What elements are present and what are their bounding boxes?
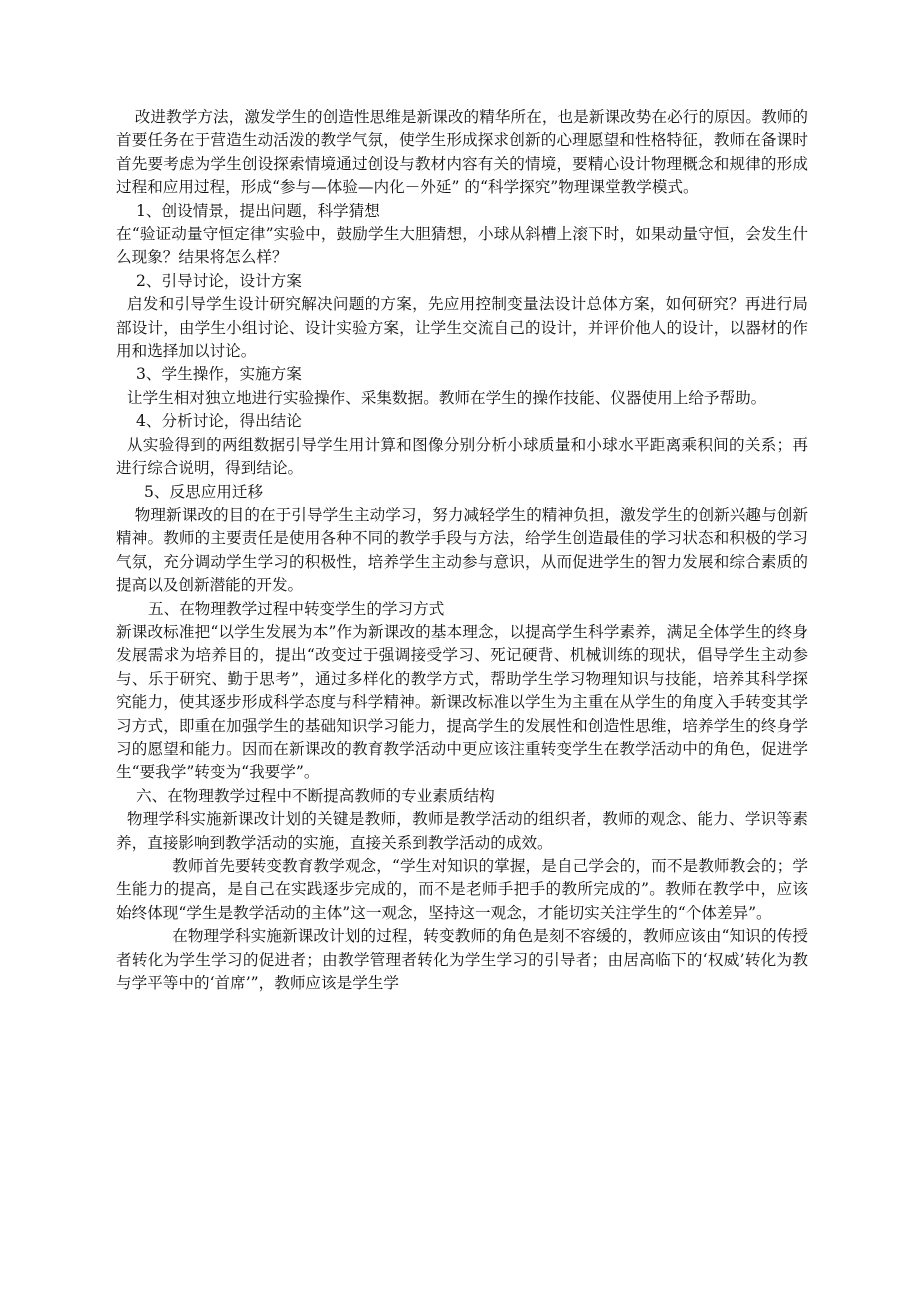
heading-section-6: 六、在物理教学过程中不断提高教师的专业素质结构 bbox=[136, 786, 495, 805]
heading-step-4: 4、分析讨论，得出结论 bbox=[136, 412, 302, 431]
document-page bbox=[116, 106, 808, 995]
paragraph-step-4: 从实验得到的两组数据引导学生用计算和图像分别分析小球质量和小球水平距离乘积间的关系；再进行综合说明，得到结论。 bbox=[116, 435, 808, 478]
paragraph-section-6-c: 在物理学科实施新课改计划的过程，转变教师的角色是刻不容缓的，教师应该由“知识的传授者转化为学生学习的促进者；由教学管理者转化为学生学习的引导者；由居高临下的‘权威’转化为教与学平等中的‘首席’”，教师应该是学生学 bbox=[116, 927, 808, 993]
heading-step-2: 2、引导讨论，设计方案 bbox=[136, 271, 302, 290]
paragraph-step-3: 让学生相对独立地进行实验操作、采集数据。教师在学生的操作技能、仪器使用上给予帮助。 bbox=[126, 388, 767, 407]
paragraph-section-6-a: 物理学科实施新课改计划的关键是教师，教师是教学活动的组织者，教师的观念、能力、学识等素养，直接影响到教学活动的实施，直接关系到教学活动的成效。 bbox=[116, 810, 808, 852]
heading-step-3: 3、学生操作，实施方案 bbox=[136, 365, 302, 384]
paragraph-intro: 改进教学方法，激发学生的创造性思维是新课改的精华所在，也是新课改势在必行的原因。教师的首要任务在于营造生动活泼的教学气氛，使学生形成探求创新的心理愿望和性格特征，教师在备课时首先要考虑为学生创设探索情境通过创设与教材内容有关的情境，要精心设计物理概念和规律的形成过程和应用过程，形成“参与—体验—内化－外延” 的“科学探究”物理课堂教学模式。 bbox=[116, 108, 808, 197]
heading-step-1: 1、创设情景，提出问题，科学猜想 bbox=[136, 201, 380, 220]
paragraph-step-5: 物理新课改的目的在于引导学生主动学习，努力减轻学生的精神负担，激发学生的创新兴趣与创新精神。教师的主要责任是使用各种不同的教学手段与方法，给学生创造最佳的学习状态和积极的学习气氛，充分调动学生学习的积极性，培养学生主动参与意识，从而促进学生的智力发展和综合素质的提高以及创新潜能的开发。 bbox=[116, 505, 808, 595]
paragraph-section-5: 新课改标准把“以学生发展为本”作为新课改的基本理念，以提高学生科学素养，满足全体学生的终身发展需求为培养目的，提出“改变过于强调接受学习、死记硬背、机械训练的现状，倡导学生主动参与、乐于研究、勤于思考”，通过多样化的教学方式，帮助学生学习物理知识与技能，培养其科学探究能力，使其逐步形成科学态度与科学精神。新课改标准以学生为主重在从学生的角度入手转变其学习方式，即重在加强学生的基础知识学习能力，提高学生的发展性和创造性思维，培养学生的终身学习的愿望和能力。因而在新课改的教育教学活动中更应该注重转变学生在教学活动中的角色，促进学生“要我学”转变为“我要学”。 bbox=[116, 622, 808, 782]
paragraph-step-2: 启发和引导学生设计研究解决问题的方案，先应用控制变量法设计总体方案，如何研究？再进行局部设计，由学生小组讨论、设计实验方案，让学生交流自己的设计，并评价他人的设计，以器材的作用和选择加以讨论。 bbox=[116, 295, 808, 361]
heading-step-5: 5、反思应用迁移 bbox=[144, 482, 264, 501]
paragraph-section-6-b: 教师首先要转变教育教学观念，“学生对知识的掌握，是自己学会的，而不是教师教会的；学生能力的提高，是自己在实践逐步完成的，而不是老师手把手的教所完成的”。教师在教学中，应该始终体现“学生是教学活动的主体”这一观念，坚持这一观念，才能切实关注学生的“个体差异”。 bbox=[116, 857, 808, 922]
heading-section-5: 五、在物理教学过程中转变学生的学习方式 bbox=[148, 599, 445, 618]
paragraph-step-1: 在“验证动量守恒定律”实验中，鼓励学生大胆猜想，小球从斜槽上滚下时，如果动量守恒，会发生什么现象？结果将怎么样？ bbox=[116, 225, 808, 267]
